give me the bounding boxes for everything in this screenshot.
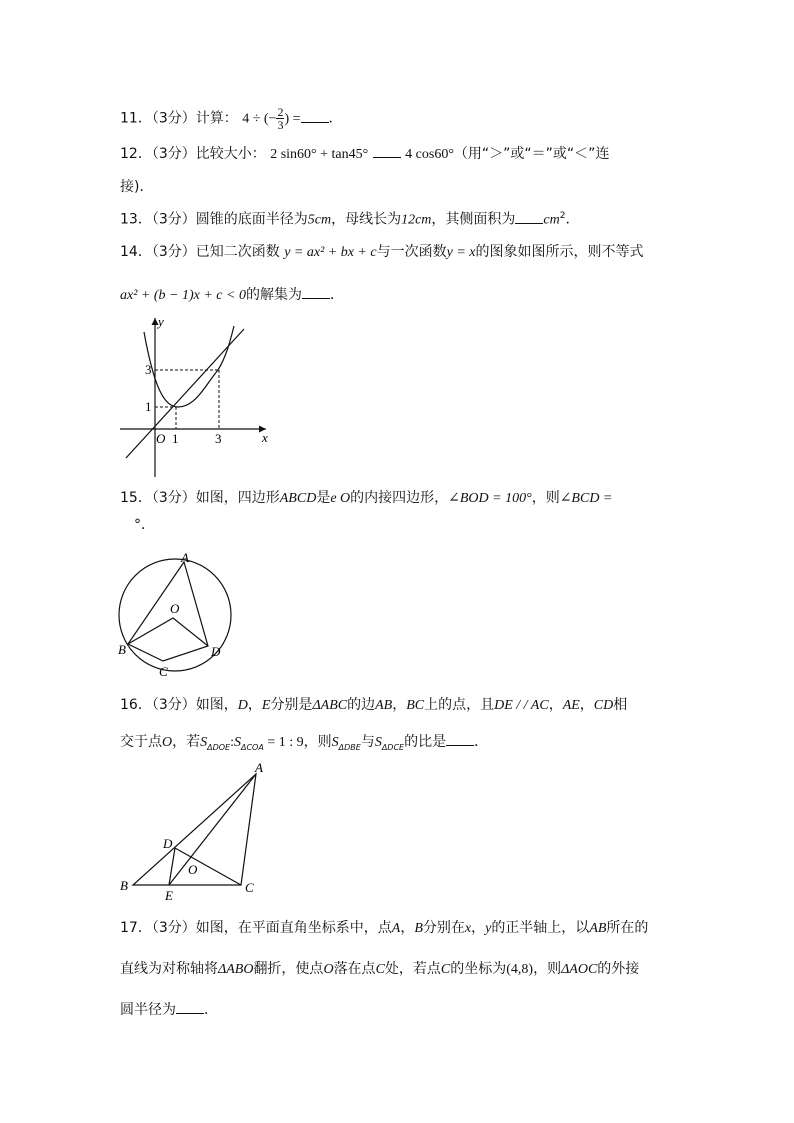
quadrilateral-abcd bbox=[128, 562, 208, 661]
q13-unit: cm bbox=[543, 212, 560, 228]
q14-linear: y = x bbox=[446, 245, 476, 260]
q13-unit-exp: 2 bbox=[559, 211, 566, 221]
q17-text: 如图，在平面直角坐标系中，点 bbox=[195, 920, 392, 936]
q15-text4: ，则 bbox=[531, 490, 560, 506]
q14-quadratic: y = ax² + bx + c bbox=[284, 245, 377, 260]
q17-text7: 落在点 bbox=[333, 961, 376, 977]
answer-blank[interactable] bbox=[176, 1001, 204, 1014]
q16-s1: S bbox=[200, 735, 208, 750]
q15-score: （3分） bbox=[151, 490, 196, 506]
q13-radius: 5cm bbox=[307, 212, 332, 228]
label-d: D bbox=[163, 836, 173, 851]
q17-aoc: ΔAOC bbox=[561, 962, 598, 977]
q16-sep3: ， bbox=[548, 697, 563, 713]
q15-circle: e O bbox=[330, 491, 351, 506]
q16-ae: AE bbox=[562, 698, 580, 713]
question-11 bbox=[120, 106, 680, 131]
q12-expr-left: 2 sin60° + tan45° bbox=[270, 147, 369, 162]
question-13 bbox=[120, 206, 680, 231]
label-tick-x1: 1 bbox=[172, 431, 179, 446]
label-tick-y3: 3 bbox=[145, 362, 152, 377]
q17-abo: ΔABO bbox=[218, 962, 254, 977]
label-x: x bbox=[262, 430, 268, 445]
question-17 bbox=[120, 918, 680, 1020]
q16-cd: CD bbox=[593, 698, 614, 713]
q11-denominator: 3 bbox=[277, 118, 284, 132]
q16-text6: 交于点 bbox=[120, 734, 162, 750]
q16-text7: ，若 bbox=[172, 734, 201, 750]
q16-ab: AB bbox=[375, 698, 393, 713]
q15-end: °． bbox=[134, 517, 155, 533]
q15-bod: ∠BOD = 100° bbox=[448, 491, 532, 506]
label-b: B bbox=[118, 642, 126, 657]
q17-end: ． bbox=[204, 1002, 218, 1018]
q12-expr-right: 4 cos60° bbox=[405, 147, 454, 162]
q12-text2: （用“＞”或“＝”或“＜”连 bbox=[453, 146, 610, 162]
label-a: A bbox=[181, 550, 189, 565]
q16-text8: ，则 bbox=[303, 734, 332, 750]
label-o: O bbox=[188, 862, 198, 877]
q14-text2: 与一次函数 bbox=[376, 244, 447, 260]
q11-numerator: 2 bbox=[277, 105, 284, 119]
q16-sep1: ， bbox=[247, 697, 262, 713]
q17-text3: 的正半轴上，以 bbox=[491, 920, 590, 936]
q14-number: 14． bbox=[120, 244, 152, 260]
q16-text3: 的边 bbox=[347, 697, 376, 713]
answer-blank[interactable] bbox=[515, 211, 543, 224]
question-12 bbox=[120, 144, 680, 197]
q16-s4-sub: ΔDCE bbox=[381, 742, 405, 752]
label-o: O bbox=[170, 601, 180, 616]
label-c: C bbox=[245, 880, 254, 895]
q13-end: ． bbox=[565, 211, 580, 228]
angle-bod bbox=[128, 618, 208, 646]
q14-text: 已知二次函数 bbox=[195, 244, 280, 260]
q17-text11: 的外接 bbox=[597, 961, 640, 977]
q16-text10: 的比是 bbox=[404, 734, 447, 750]
figure-15-circle bbox=[115, 550, 235, 682]
q16-s3: S bbox=[331, 735, 339, 750]
q16-ratio: = 1 : 9 bbox=[263, 735, 304, 750]
q12-number: 12． bbox=[120, 146, 152, 162]
q17-coord: (4,8) bbox=[506, 962, 534, 977]
q17-y: y bbox=[485, 921, 492, 936]
label-d: D bbox=[211, 644, 221, 659]
q14-text4: 的解集为 bbox=[245, 287, 302, 303]
answer-blank[interactable] bbox=[302, 286, 330, 299]
q14-score: （3分） bbox=[151, 244, 196, 260]
q17-c: C bbox=[375, 962, 385, 977]
segment-cd bbox=[175, 848, 241, 885]
q15-number: 15． bbox=[120, 490, 152, 506]
q15-text2: 是 bbox=[316, 490, 331, 506]
q17-o: O bbox=[323, 962, 334, 977]
q17-text6: 翻折，使点 bbox=[253, 961, 324, 977]
q12-score: （3分） bbox=[151, 146, 196, 162]
q16-triangle: ΔABC bbox=[312, 698, 348, 713]
q16-end: ． bbox=[474, 734, 489, 750]
linear-function-line bbox=[126, 329, 244, 458]
q12-text: 比较大小： bbox=[195, 146, 266, 162]
q17-line2 bbox=[120, 959, 639, 980]
q17-score: （3分） bbox=[151, 920, 196, 936]
label-a: A bbox=[255, 760, 263, 775]
q13-text3: ，其侧面积为 bbox=[431, 211, 516, 228]
q11-text: 计算： bbox=[195, 110, 238, 127]
q17-text4: 所在的 bbox=[606, 920, 649, 936]
q16-sep4: ， bbox=[579, 697, 594, 713]
q16-text2: 分别是 bbox=[270, 697, 313, 713]
q11-number: 11． bbox=[120, 110, 152, 127]
q16-text4: 上的点，且 bbox=[424, 697, 495, 713]
q16-number: 16． bbox=[120, 697, 152, 713]
parabola-curve bbox=[144, 326, 234, 407]
label-origin: O bbox=[156, 431, 166, 446]
figure-14-graph bbox=[118, 312, 278, 482]
q16-o: O bbox=[162, 735, 173, 750]
q16-s3-sub: ΔDBE bbox=[338, 742, 361, 752]
q15-text: 如图，四边形 bbox=[195, 490, 280, 506]
q15-line2 bbox=[134, 515, 155, 535]
q15-bcd: ∠BCD = bbox=[559, 491, 613, 506]
q13-number: 13． bbox=[120, 211, 152, 228]
q17-text2: 分别在 bbox=[422, 920, 465, 936]
q14-line2 bbox=[120, 285, 344, 306]
q13-score: （3分） bbox=[151, 211, 196, 228]
question-15 bbox=[120, 488, 680, 535]
q14-end: ． bbox=[329, 287, 344, 303]
q12-text3: 接)． bbox=[120, 179, 154, 195]
q16-s4: S bbox=[374, 735, 382, 750]
label-y: y bbox=[158, 314, 164, 329]
q17-x: x bbox=[464, 921, 472, 936]
q16-s2: S bbox=[234, 735, 241, 750]
q14-text3: 的图象如图所示，则不等式 bbox=[475, 244, 644, 260]
q16-s2-sub: ΔCOA bbox=[241, 742, 264, 752]
q13-text: 圆锥的底面半径为 bbox=[195, 211, 308, 228]
answer-blank[interactable] bbox=[301, 110, 329, 123]
label-b: B bbox=[120, 878, 128, 893]
q13-slant: 12cm bbox=[401, 212, 432, 228]
q16-text5: 相 bbox=[613, 697, 628, 713]
q17-text8: 处，若点 bbox=[384, 961, 441, 977]
q16-bc: BC bbox=[406, 698, 425, 713]
answer-blank[interactable] bbox=[373, 145, 401, 158]
q11-expr-end: ) = bbox=[284, 111, 301, 127]
q16-e: E bbox=[261, 698, 271, 713]
q17-a: A bbox=[391, 921, 401, 936]
question-14 bbox=[120, 242, 680, 306]
q11-score: （3分） bbox=[151, 110, 196, 127]
q16-score: （3分） bbox=[151, 697, 196, 713]
q17-b: B bbox=[414, 921, 423, 936]
q17-c2: C bbox=[440, 962, 451, 977]
q17-number: 17． bbox=[120, 920, 152, 936]
q14-inequality: ax² + (b − 1)x + c < 0 bbox=[120, 288, 246, 303]
q16-text: 如图， bbox=[195, 697, 238, 713]
q16-parallel: DE / / AC bbox=[494, 698, 549, 713]
label-tick-y1: 1 bbox=[145, 399, 152, 414]
q16-s1-sub: ΔDOE bbox=[207, 742, 231, 752]
q16-line2: 交于点O，若$S_{\Delta DOE}:S_{\Delta COA} = 1$ : 9，则$S_{\Delta DBE}$与$S_{\Delta DCE}$的比是 ． bbox=[120, 734, 489, 752]
q17-ab: AB bbox=[589, 921, 607, 936]
q15-abcd: ABCD bbox=[279, 491, 317, 506]
question-16 bbox=[120, 695, 680, 758]
q15-text3: 的内接四边形， bbox=[350, 490, 449, 506]
q17-sep2: ， bbox=[471, 920, 486, 936]
q13-text2: ，母线长为 bbox=[331, 211, 402, 228]
q11-end: ． bbox=[328, 110, 343, 127]
q11-expr: 4 ÷ (− bbox=[242, 111, 277, 127]
q17-line3 bbox=[120, 1000, 218, 1020]
label-e: E bbox=[165, 888, 173, 903]
label-c: C bbox=[159, 664, 168, 679]
q17-text5: 直线为对称轴将 bbox=[120, 961, 218, 977]
q17-sep1: ， bbox=[400, 920, 415, 936]
figure-16-triangle bbox=[115, 760, 275, 903]
q16-sep2: ， bbox=[392, 697, 407, 713]
label-tick-x3: 3 bbox=[215, 431, 222, 446]
q17-text12: 圆半径为 bbox=[120, 1002, 176, 1018]
q16-text9: 与 bbox=[360, 734, 375, 750]
q17-text9: 的坐标为 bbox=[450, 961, 507, 977]
answer-blank[interactable] bbox=[446, 733, 474, 746]
q16-d: D bbox=[237, 698, 248, 713]
q17-text10: ，则 bbox=[533, 961, 562, 977]
